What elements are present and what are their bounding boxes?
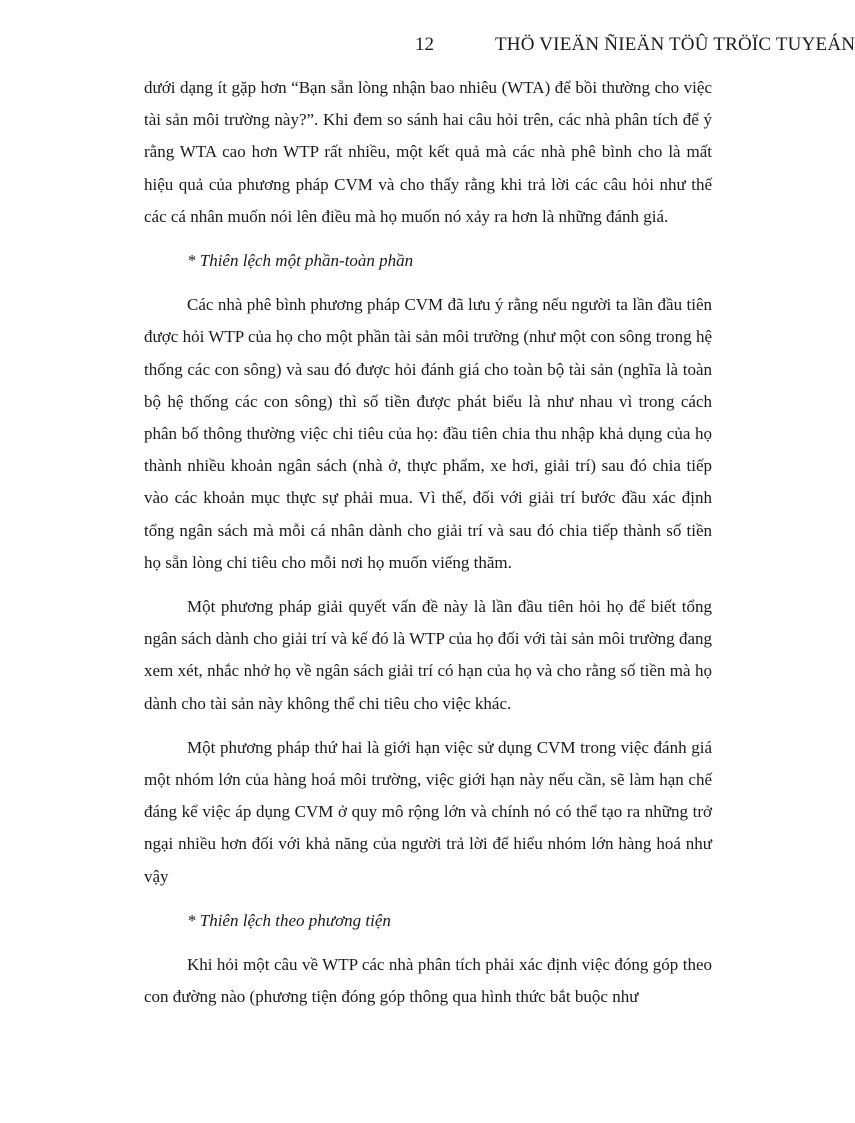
paragraph: Khi hỏi một câu về WTP các nhà phân tích phải xác định việc đóng góp theo con đường nào (phương tiện đóng góp thông qua hình thức bắt buộc như (144, 955, 712, 1007)
paragraph: Các nhà phê bình phương pháp CVM đã lưu ý rằng nếu người ta lần đầu tiên được hỏi WTP của họ cho một phần tài sản môi trường (như một con sông trong hệ thống các con sông) và sau đó được hỏi đánh giá cho toàn bộ tài sản (nghĩa là toàn bộ hệ thống các con sông) thì số tiền được phát biểu là như nhau vì trong cách phân bố thông thường việc chi tiêu của họ: đầu tiên chia thu nhập khả dụng của họ thành nhiều khoản ngân sách (nhà ở, thực phẩm, xe hơi, giải trí) sau đó chia tiếp vào các khoản mục thực sự phải mua. Vì thế, đối với giải trí bước đầu xác định tổng ngân sách mà mỗi cá nhân dành cho giải trí và sau đó chia tiếp thành số tiền họ sẵn lòng chi tiêu cho mỗi nơi họ muốn viếng thăm. (144, 295, 712, 572)
page-number: 12 (415, 34, 434, 55)
page-header (0, 34, 855, 62)
running-header-title: THÖ VIEÄN ÑIEÄN TÖÛ TRÖÏC TUYEÁN (495, 34, 855, 55)
paragraph: Một phương pháp thứ hai là giới hạn việc sử dụng CVM trong việc đánh giá một nhóm lớn của hàng hoá môi trường, việc giới hạn này nếu cần, sẽ làm hạn chế đáng kể việc áp dụng CVM ở quy mô rộng lớn và chính nó có thể tạo ra những trở ngại nhiều hơn đối với khả năng của người trả lời để hiểu nhóm lớn hàng hoá như vậy (144, 737, 712, 886)
paragraph: dưới dạng ít gặp hơn “Bạn sẵn lòng nhận bao nhiêu (WTA) để bồi thường cho việc tài sản môi trường này?”. Khi đem so sánh hai câu hỏi trên, các nhà phân tích để ý rằng WTA cao hơn WTP rất nhiều, một kết quả mà các nhà phê bình cho là mất hiệu quả của phương pháp CVM và cho thấy rằng khi trả lời các câu hỏi như thế các cá nhân muốn nói lên điều mà họ muốn nó xảy ra hơn là những đánh giá. (144, 78, 712, 226)
section-subheading: * Thiên lệch theo phương tiện (187, 910, 391, 930)
section-subheading: * Thiên lệch một phần-toàn phần (187, 251, 414, 271)
document-body (144, 72, 712, 1013)
paragraph: Một phương pháp giải quyết vấn đề này là lần đầu tiên hỏi họ để biết tổng ngân sách dành cho giải trí và kế đó là WTP của họ đối với tài sản môi trường đang xem xét, nhắc nhở họ về ngân sách giải trí có hạn của họ và cho rằng số tiền mà họ dành cho tài sản này không thể chi tiêu cho việc khác. (144, 597, 712, 713)
